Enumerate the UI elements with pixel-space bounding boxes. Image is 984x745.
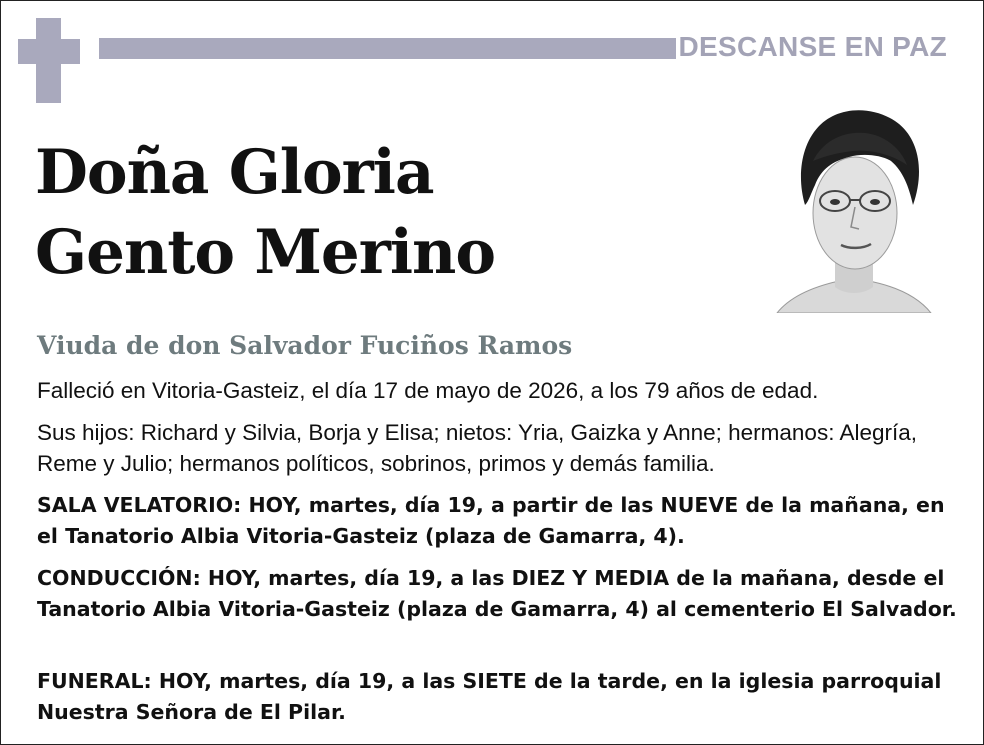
header-rule [99,38,676,59]
funeral-details: FUNERAL: HOY, martes, día 19, a las SIETE de la tarde, en la iglesia parroquial Nuestra Señora de El Pilar. [37,669,942,724]
name-line-last: Gento Merino [35,217,496,288]
spouse-line: Viuda de don Salvador Fuciños Ramos [37,331,573,360]
deceased-name [35,133,495,293]
death-notice: Falleció en Vitoria-Gasteiz, el día 17 de mayo de 2026, a los 79 años de edad. [37,378,819,403]
name-line-first: Doña Gloria [35,137,434,208]
portrait-photo [773,101,933,313]
cross-icon [18,18,80,103]
family-list: Sus hijos: Richard y Silvia, Borja y Elisa; nietos: Yria, Gaizka y Anne; hermanos: Alegría, Reme y Julio; hermanos políticos, sobrinos, primos y demás familia. [37,420,917,476]
wake-details: SALA VELATORIO: HOY, martes, día 19, a partir de las NUEVE de la mañana, en el Tanatorio Albia Vitoria-Gasteiz (plaza de Gamarra, 4). [37,493,945,548]
procession-details: CONDUCCIÓN: HOY, martes, día 19, a las DIEZ Y MEDIA de la mañana, desde el Tanatorio Albia Vitoria-Gasteiz (plaza de Gamarra, 4) al cementerio El Salvador. [37,566,957,621]
rip-heading: DESCANSE EN PAZ [678,31,947,62]
